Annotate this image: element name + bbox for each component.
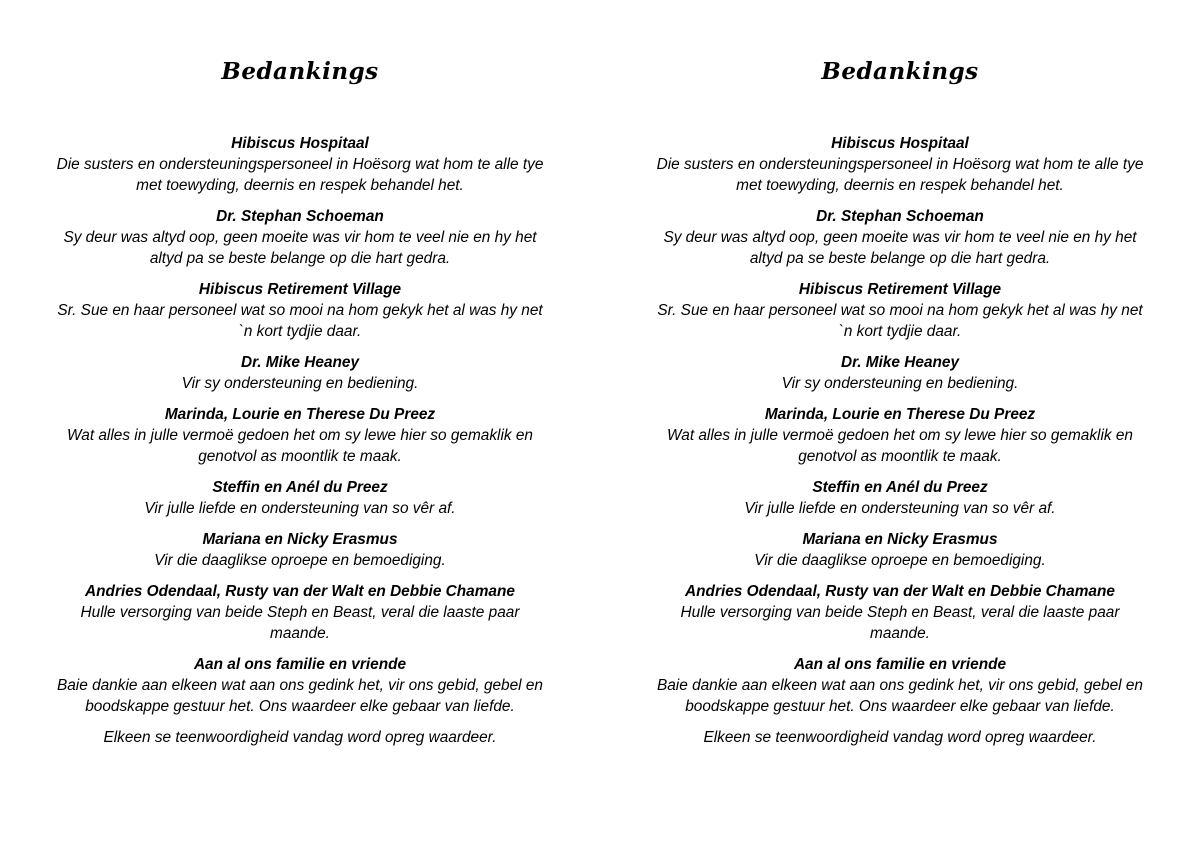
acknowledgement-heading: Andries Odendaal, Rusty van der Walt en Debbie Chamane [685, 583, 1115, 600]
acknowledgement-block [650, 279, 1150, 342]
acknowledgement-text: Baie dankie aan elkeen wat aan ons gedink het, vir ons gebid, gebel en boodskappe gestuur het. Ons waardeer elke gebaar van liefde. [656, 677, 1143, 715]
acknowledgement-text: Vir die daaglikse oproepe en bemoediging. [154, 552, 446, 569]
acknowledgement-heading: Dr. Mike Heaney [240, 354, 360, 371]
acknowledgement-text: Vir julle liefde en ondersteuning van so vêr af. [144, 500, 456, 517]
acknowledgement-block [50, 352, 550, 394]
acknowledgement-text: Sy deur was altyd oop, geen moeite was vir hom te veel nie en hy het altyd pa se beste belange op die hart gedra. [63, 229, 537, 267]
acknowledgement-text: Vir sy ondersteuning en bediening. [181, 375, 419, 392]
acknowledgement-heading: Dr. Stephan Schoeman [216, 208, 384, 225]
acknowledgement-text: Baie dankie aan elkeen wat aan ons gedink het, vir ons gebid, gebel en boodskappe gestuur het. Ons waardeer elke gebaar van liefde. [56, 677, 543, 715]
acknowledgement-heading: Dr. Stephan Schoeman [816, 208, 984, 225]
acknowledgements-list [50, 133, 550, 748]
acknowledgement-block [650, 529, 1150, 571]
acknowledgement-heading: Hibiscus Hospitaal [231, 135, 369, 152]
acknowledgement-block [650, 581, 1150, 644]
acknowledgement-block [50, 206, 550, 269]
acknowledgement-text: Die susters en ondersteuningspersoneel in Hoësorg wat hom te alle tye met toewyding, deernis en respek behandel het. [656, 156, 1144, 194]
acknowledgement-heading: Marinda, Lourie en Therese Du Preez [164, 406, 436, 423]
acknowledgement-block [50, 529, 550, 571]
acknowledgement-heading: Hibiscus Retirement Village [198, 281, 402, 298]
acknowledgement-text: Sy deur was altyd oop, geen moeite was vir hom te veel nie en hy het altyd pa se beste belange op die hart gedra. [663, 229, 1137, 267]
acknowledgement-heading: Hibiscus Retirement Village [798, 281, 1002, 298]
acknowledgement-block [50, 133, 550, 196]
acknowledgement-heading: Hibiscus Hospitaal [831, 135, 969, 152]
acknowledgement-heading: Steffin en Anél du Preez [212, 479, 388, 496]
acknowledgement-heading: Aan al ons familie en vriende [793, 656, 1007, 673]
acknowledgement-heading: Mariana en Nicky Erasmus [802, 531, 998, 548]
acknowledgement-text: Die susters en ondersteuningspersoneel in Hoësorg wat hom te alle tye met toewyding, deernis en respek behandel het. [56, 156, 544, 194]
acknowledgement-text: Vir die daaglikse oproepe en bemoediging. [754, 552, 1046, 569]
page-title: Bedankings [221, 58, 379, 85]
acknowledgement-text: Hulle versorging van beide Steph en Beast, veral die laaste paar maande. [80, 604, 520, 642]
closing-line: Elkeen se teenwoordigheid vandag word opreg waardeer. [703, 729, 1097, 746]
acknowledgement-block [650, 477, 1150, 519]
acknowledgement-heading: Andries Odendaal, Rusty van der Walt en Debbie Chamane [85, 583, 515, 600]
page-title: Bedankings [821, 58, 979, 85]
acknowledgements-list [650, 133, 1150, 748]
acknowledgement-block [50, 654, 550, 717]
acknowledgement-heading: Aan al ons familie en vriende [193, 656, 407, 673]
acknowledgement-block [650, 206, 1150, 269]
acknowledgement-block [650, 404, 1150, 467]
closing-line: Elkeen se teenwoordigheid vandag word opreg waardeer. [103, 729, 497, 746]
acknowledgement-text: Wat alles in julle vermoë gedoen het om sy lewe hier so gemaklik en genotvol as moontlik te maak. [667, 427, 1133, 465]
acknowledgement-text: Hulle versorging van beide Steph en Beast, veral die laaste paar maande. [680, 604, 1120, 642]
acknowledgement-block [650, 352, 1150, 394]
acknowledgement-block [50, 279, 550, 342]
acknowledgement-block [50, 477, 550, 519]
acknowledgement-block [650, 654, 1150, 717]
page-right [600, 0, 1200, 849]
acknowledgement-text: Vir sy ondersteuning en bediening. [781, 375, 1019, 392]
acknowledgement-block [50, 581, 550, 644]
acknowledgement-heading: Dr. Mike Heaney [840, 354, 960, 371]
acknowledgement-block [50, 404, 550, 467]
acknowledgement-heading: Marinda, Lourie en Therese Du Preez [764, 406, 1036, 423]
acknowledgement-block [650, 133, 1150, 196]
acknowledgement-heading: Steffin en Anél du Preez [812, 479, 988, 496]
acknowledgement-text: Wat alles in julle vermoë gedoen het om sy lewe hier so gemaklik en genotvol as moontlik te maak. [67, 427, 533, 465]
acknowledgement-text: Vir julle liefde en ondersteuning van so vêr af. [744, 500, 1056, 517]
acknowledgement-text: Sr. Sue en haar personeel wat so mooi na hom gekyk het al was hy net `n kort tydjie daar. [57, 302, 543, 340]
acknowledgement-heading: Mariana en Nicky Erasmus [202, 531, 398, 548]
acknowledgement-text: Sr. Sue en haar personeel wat so mooi na hom gekyk het al was hy net `n kort tydjie daar. [657, 302, 1143, 340]
